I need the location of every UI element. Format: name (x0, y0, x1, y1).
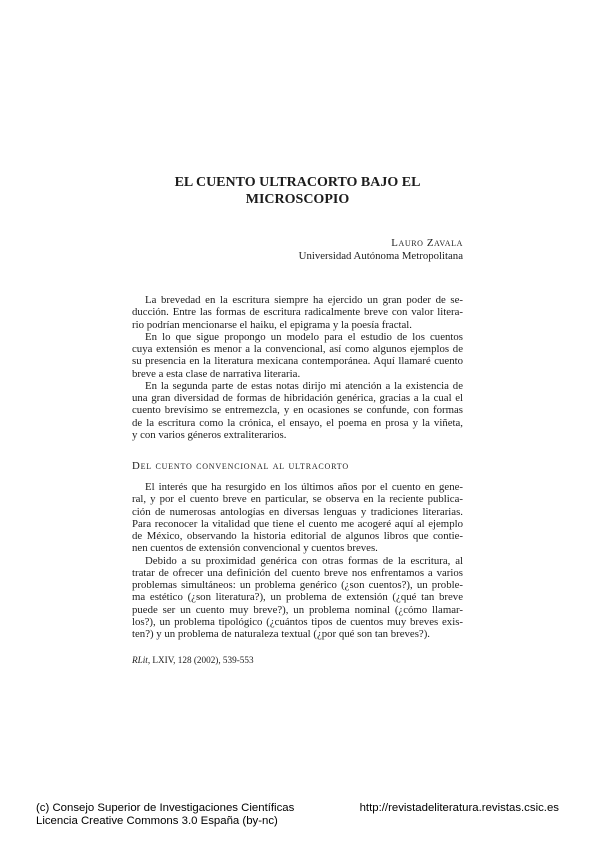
abstract-paragraph (132, 331, 463, 380)
text-line: los?), un problema tipológico (¿cuántos tipos de cuentos muy breves exis- (132, 615, 463, 628)
footer-copyright: (c) Consejo Superior de Investigaciones Científicas (36, 802, 295, 814)
footer-url: http://revistadeliteratura.revistas.csic.es (359, 802, 559, 814)
journal-reference (132, 655, 254, 665)
abstract-paragraph (132, 380, 463, 441)
body-text (132, 481, 463, 640)
text-line: su presencia en la literatura mexicana contemporánea. Aquí llamaré cuento (132, 355, 463, 368)
body-paragraph (132, 481, 463, 555)
abstract (132, 294, 463, 441)
text-line: cuya extensión es menor a la convencional, así como algunos ejemplos de (132, 343, 463, 356)
text-line: rio podrían mencionarse el haiku, el epigrama y la poesía fractal. (132, 318, 413, 331)
text-line: ral, y por el cuento breve en particular, se observa en la reciente publica- (132, 493, 463, 506)
text-line: nen cuentos de extensión convencional y cuentos breves. (132, 542, 378, 555)
text-line: ducción. Entre las formas de escritura radicalmente breve con valor litera- (132, 306, 463, 319)
text-line: En la segunda parte de estas notas dirijo mi atención a la existencia de (145, 379, 463, 392)
text-line: puede ser un cuento muy breve?), un problema nominal (¿cómo llamar- (132, 603, 463, 616)
text-line: una gran diversidad de formas de hibridación genérica, gracias a la cual el (132, 392, 463, 405)
author-affiliation: Universidad Autónoma Metropolitana (298, 250, 463, 262)
journal-name: RLit (132, 655, 148, 665)
body-paragraph (132, 555, 463, 641)
text-line: tratar de ofrecer una definición del cuento breve nos enfrentamos a varios (132, 566, 463, 579)
text-line: breve a esta clase de narrativa literaria. (132, 367, 301, 380)
text-line: ten?) y un problema de naturaleza textual (¿por qué son tan breves?). (132, 628, 430, 640)
text-line: Para reconocer la vitalidad que tiene el cuento me acogeré aquí al ejemplo (132, 517, 463, 530)
title-line: MICROSCOPIO (245, 191, 350, 207)
text-line: de la escritura como la crónica, el ensayo, el poema en prosa y la viñeta, (132, 416, 463, 429)
text-line: ción de numerosas antologías en diversas lenguas y tradiciones literarias. (132, 505, 463, 518)
text-line: Debido a su proximidad genérica con otras formas de la escritura, al (145, 554, 463, 567)
title-line: EL CUENTO ULTRACORTO BAJO EL (174, 175, 421, 190)
text-line: La brevedad en la escritura siempre ha ejercido un gran poder de se- (145, 294, 463, 306)
text-line: cuento brevísimo se entremezcla, y en ocasiones se confunde, con formas (132, 404, 463, 417)
text-line: de México, observando la historia editorial de algunos libros que contie- (132, 530, 463, 542)
text-line: problemas simultáneos: un problema genérico (¿son cuentos?), un proble- (132, 579, 463, 591)
author-block (299, 237, 463, 263)
footer-credits (36, 802, 294, 828)
text-line: El interés que ha resurgido en los últimos años por el cuento en gene- (145, 481, 463, 493)
text-line: ma estético (¿son literatura?), un problema de extensión (¿qué tan breve (132, 591, 463, 604)
section-heading: Del cuento convencional al ultracorto (132, 460, 349, 472)
text-line: y con varios géneros extraliterarios. (132, 428, 287, 441)
text-line: En lo que sigue propongo un modelo para el estudio de los cuentos (145, 330, 463, 343)
footer-license: Licencia Creative Commons 3.0 España (by-nc) (36, 815, 278, 827)
article-title (0, 175, 595, 208)
abstract-paragraph (132, 294, 463, 331)
journal-details: , LXIV, 128 (2002), 539-553 (147, 655, 254, 665)
author-name: Lauro Zavala (391, 237, 463, 249)
